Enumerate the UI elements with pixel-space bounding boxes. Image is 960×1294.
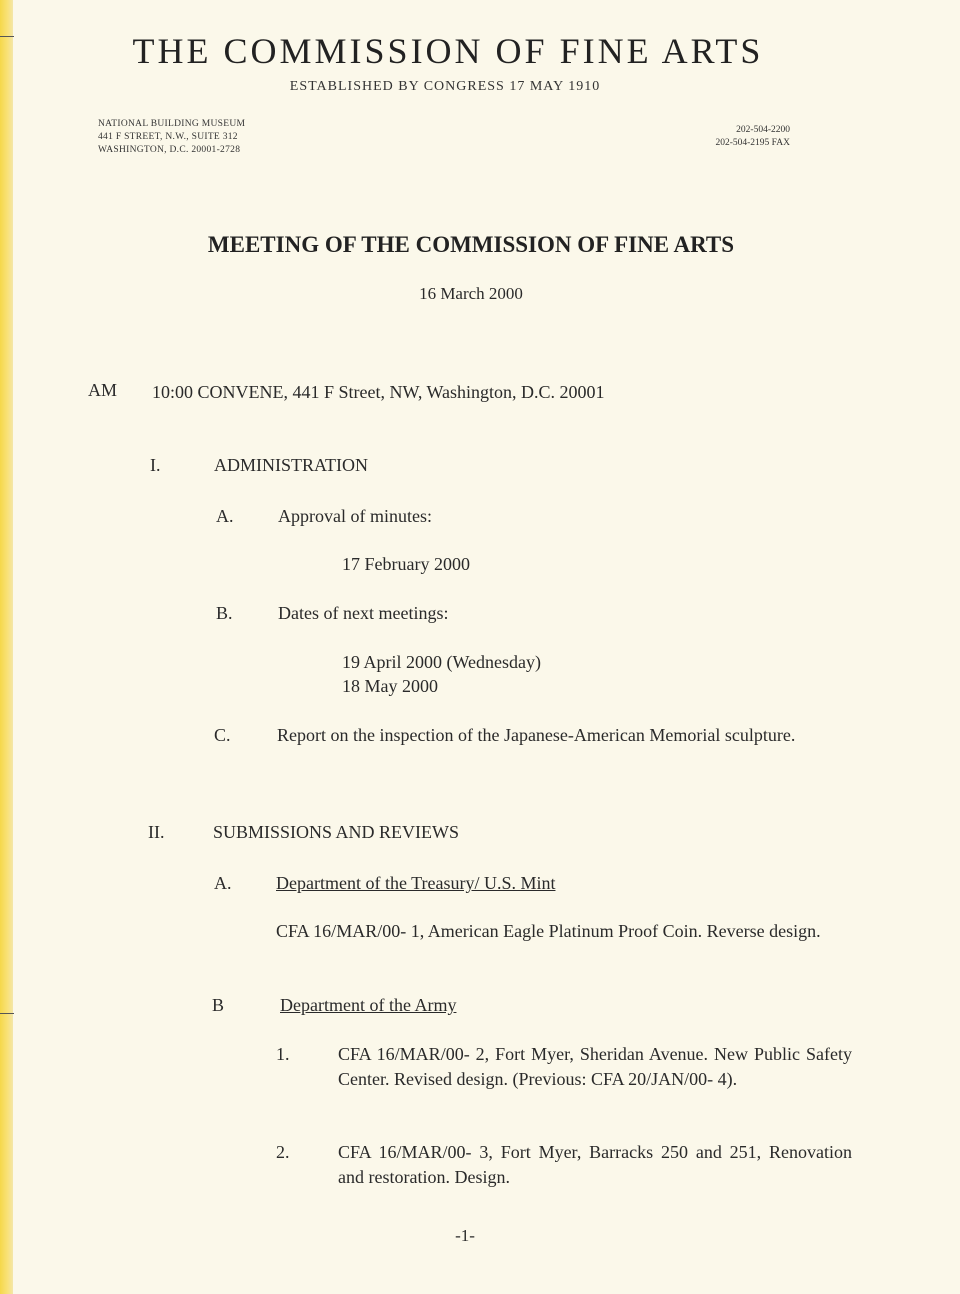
meeting-title: MEETING OF THE COMMISSION OF FINE ARTS <box>207 232 735 257</box>
item-detail: 19 April 2000 (Wednesday) <box>342 652 542 672</box>
org-subtitle: ESTABLISHED BY CONGRESS 17 MAY 1910 <box>289 79 601 94</box>
section-numeral: II. <box>148 822 165 842</box>
contact-block <box>690 124 790 150</box>
convene-text: 10:00 CONVENE, 441 F Street, NW, Washington, D.C. 20001 <box>152 382 605 402</box>
convene-period: AM <box>88 380 118 400</box>
subitem-text: CFA 16/MAR/00- 2, Fort Myer, Sheridan Avenue. New Public Safety Center. Revised design. (Previous: CFA 20/JAN/00- 4). <box>338 1044 852 1089</box>
item-letter: B <box>212 995 225 1015</box>
address-line: NATIONAL BUILDING MUSEUM <box>98 119 246 129</box>
item-heading: Department of the Army <box>280 995 457 1015</box>
address-line: 441 F STREET, N.W., SUITE 312 <box>98 132 238 142</box>
item-letter: C. <box>214 725 231 745</box>
paper-edge-strip <box>0 0 13 1294</box>
address-block <box>98 118 245 157</box>
fax-number: 202-504-2195 FAX <box>715 138 790 148</box>
subitem-number: 2. <box>276 1142 290 1162</box>
phone-number: 202-504-2200 <box>736 125 790 135</box>
item-letter: A. <box>216 506 234 526</box>
section-title: ADMINISTRATION <box>214 455 368 475</box>
address-line: WASHINGTON, D.C. 20001-2728 <box>98 145 241 155</box>
item-text: Report on the inspection of the Japanese-American Memorial sculpture. <box>277 725 796 745</box>
item-heading: Department of the Treasury/ U.S. Mint <box>276 873 556 893</box>
subitem-number: 1. <box>276 1044 290 1064</box>
item-detail: 17 February 2000 <box>342 554 470 574</box>
subitem-text: CFA 16/MAR/00- 3, Fort Myer, Barracks 250 and 251, Renovation and restoration. Design. <box>338 1142 852 1187</box>
item-letter: B. <box>216 603 233 623</box>
item-letter: A. <box>214 873 232 893</box>
item-text: Approval of minutes: <box>278 506 432 526</box>
org-title: THE COMMISSION OF FINE ARTS <box>132 31 764 71</box>
page-number: -1- <box>455 1226 475 1245</box>
item-detail: 18 May 2000 <box>342 676 438 696</box>
edge-mark <box>0 1013 14 1014</box>
section-numeral: I. <box>150 455 161 475</box>
meeting-date: 16 March 2000 <box>419 284 523 303</box>
item-text: CFA 16/MAR/00- 1, American Eagle Platinum Proof Coin. Reverse design. <box>276 921 821 941</box>
section-title: SUBMISSIONS AND REVIEWS <box>213 822 460 842</box>
item-text: Dates of next meetings: <box>278 603 449 623</box>
